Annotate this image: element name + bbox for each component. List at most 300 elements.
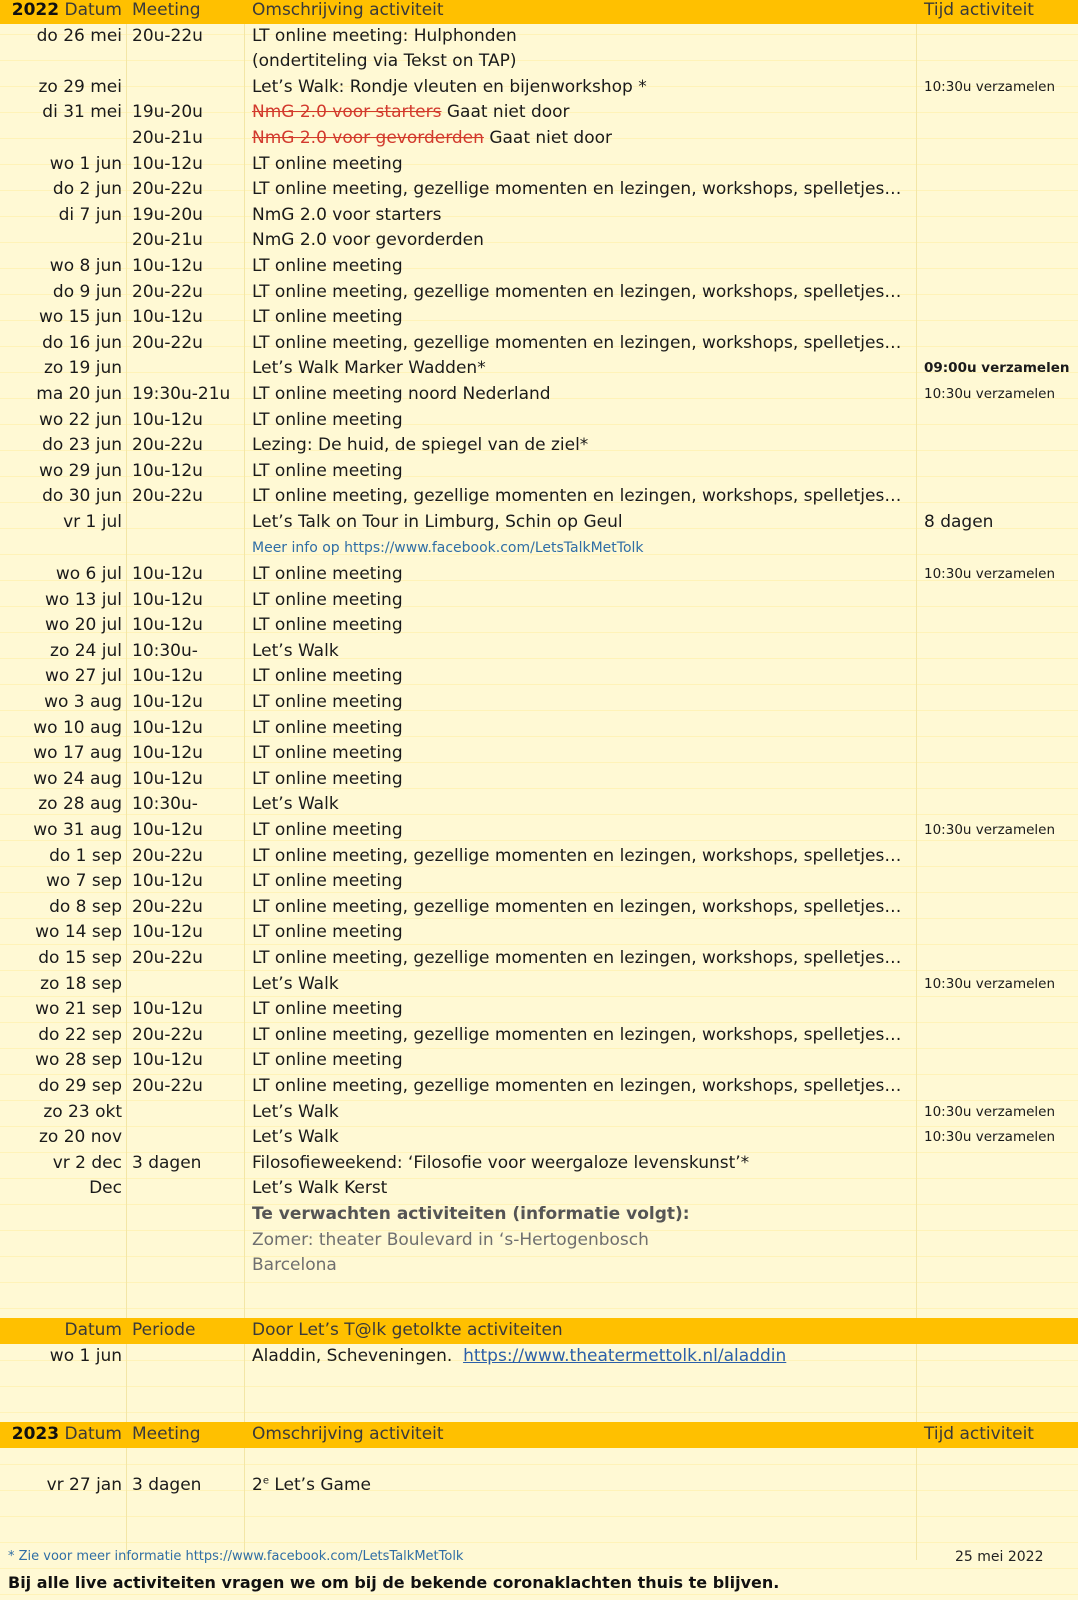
table-row [0,305,1078,331]
row-time: 10u-12u [132,820,203,840]
row-time: 20u-22u [132,845,203,866]
row-date: zo 24 jul [50,640,122,661]
table-row [0,1253,1078,1279]
row-description [244,1074,916,1100]
row-time: 20u-22u [132,25,203,46]
row-description-text: LT online meeting: Hulphonden [252,25,517,46]
row-description-text: Let’s Walk [252,640,339,661]
row-description-text: LT online meeting [252,999,403,1020]
row-time: 19u-20u [132,204,203,225]
row-description [244,1202,916,1228]
table-row [0,459,1078,485]
row-date: wo 3 aug [44,692,122,713]
row-time [126,1253,244,1279]
row-description [244,510,916,536]
table-row [0,1074,1078,1100]
row-description-text: LT online meeting [252,692,403,713]
header-meeting: Meeting [126,1422,244,1448]
row-description-text: LT online meeting [252,768,403,789]
row-date: wo 31 aug [33,820,122,840]
row-tijd [916,844,1078,870]
row-time: 20u-22u [132,486,203,507]
aladdin-link[interactable]: https://www.theatermettolk.nl/aladdin [463,1345,787,1366]
row-tijd [916,792,1078,818]
row-tijd [916,1176,1078,1202]
row-date: do 23 jun [42,435,122,456]
table-row [0,126,1078,152]
row-description [244,972,916,998]
row-time: 10u-12u [132,743,203,764]
row-time: 10u-12u [132,692,203,713]
row-description [244,484,916,510]
table-row [0,613,1078,639]
row-time [126,510,244,536]
row-description-text: Gaat niet door [441,102,570,123]
row-description [244,895,916,921]
row-tijd [916,152,1078,178]
row-tijd [916,1151,1078,1177]
row-date: do 16 jun [42,332,122,353]
row-time: 10u-12u [132,153,203,174]
row-tijd [916,946,1078,972]
row-description [244,920,916,946]
row-date: zo 23 okt [43,1101,122,1122]
row-date: wo 24 aug [33,768,122,789]
table-row [0,535,1078,562]
table-row [0,331,1078,357]
table-row [0,716,1078,742]
row-tijd: 10:30u verzamelen [924,975,1056,992]
table-row [0,972,1078,998]
row-date: wo 22 jun [38,409,122,430]
row-date: do 1 sep [49,845,122,866]
row-date [0,1202,126,1228]
row-tijd [916,49,1078,75]
row-time: 20u-22u [132,896,203,917]
row-date: vr 2 dec [52,1152,122,1173]
row-tijd [916,920,1078,946]
row-description-text: LT online meeting [252,615,403,636]
row-time [126,1176,244,1202]
table-row [0,562,1078,588]
corona-warning: Bij alle live activiteiten vragen we om bij de bekende coronaklachten thuis te blijven. [8,1573,780,1592]
row-description-text: Filosofieweekend: ‘Filosofie voor weergaloze levenskunst’* [252,1152,750,1173]
table-row [0,1176,1078,1202]
row-description-text: LT online meeting, gezellige momenten en lezingen, workshops, spelletjes… [252,281,902,302]
header-row-2023 [0,1422,1078,1448]
row-time: 10u-12u [132,717,203,738]
row-description-text: LT online meeting, gezellige momenten en lezingen, workshops, spelletjes… [252,332,902,353]
row-time: 10u-12u [132,307,203,328]
row-tijd [916,535,1078,562]
table-row [0,152,1078,178]
row-tijd [916,639,1078,665]
row-description [244,664,916,690]
row-tijd [916,305,1078,331]
row-time: 20u-21u [132,230,203,251]
row-description-text: Let’s Walk: Rondje vleuten en bijenworkshop * [252,76,647,97]
table-row [0,433,1078,459]
row-description-text: NmG 2.0 voor gevorderden [252,230,484,251]
row-date: do 2 jun [52,179,122,200]
table-row [0,997,1078,1023]
row-date: wo 15 jun [38,307,122,328]
row-tijd [916,24,1078,50]
row-description [244,459,916,485]
row-description [244,535,916,562]
table-row [0,1100,1078,1126]
row-time: 20u-22u [132,281,203,302]
row-tijd [916,767,1078,793]
row-date [0,126,126,152]
table-row [0,844,1078,870]
row-time [126,1125,244,1151]
row-description: 2e Let’s Game [252,1475,371,1496]
row-time: 20u-22u [132,435,203,456]
row-date: wo 28 sep [35,1050,122,1071]
row-tijd [916,741,1078,767]
row-description-text: LT online meeting [252,589,403,610]
row-date: wo 21 sep [35,999,122,1020]
row-description [244,690,916,716]
row-description [244,1125,916,1151]
row-date: wo 17 aug [33,743,122,764]
row-time [126,75,244,101]
table-row [0,792,1078,818]
row-time: 10u-12u [132,409,203,430]
row-description-text: LT online meeting [252,153,403,174]
row-tijd [916,126,1078,152]
row-description-text: LT online meeting [252,409,403,430]
row-tijd [916,433,1078,459]
row-description-text: Meer info op https://www.facebook.com/LetsTalkMetTolk [252,540,644,557]
row-description [244,254,916,280]
row-tijd [916,1074,1078,1100]
row-time: 10u-12u [132,999,203,1020]
row-description-text: (ondertiteling via Tekst on TAP) [252,51,517,72]
table-row [0,408,1078,434]
row-date: wo 14 sep [35,922,122,943]
row-description-text: NmG 2.0 voor starters [252,204,442,225]
row-description-text: Let’s Walk Kerst [252,1178,388,1199]
row-tijd [916,997,1078,1023]
row-tijd [916,716,1078,742]
interpreted-activities-table [0,1318,1078,1369]
table-row [0,920,1078,946]
row-description [244,997,916,1023]
row-date: zo 20 nov [39,1127,122,1148]
row-description-text: LT online meeting, gezellige momenten en lezingen, workshops, spelletjes… [252,896,902,917]
row-description [244,356,916,382]
table-row [0,1023,1078,1049]
table-row [0,100,1078,126]
table-row [0,1344,1078,1370]
row-description-text: LT online meeting [252,871,403,892]
row-description [244,331,916,357]
row-description-text: LT online meeting noord Nederland [252,383,551,404]
row-tijd [916,100,1078,126]
row-date: zo 28 aug [38,794,122,815]
row-description [244,203,916,229]
row-tijd [916,664,1078,690]
row-time [126,356,244,382]
row-description [244,716,916,742]
footnote-more-info: * Zie voor meer informatie https://www.facebook.com/LetsTalkMetTolk [8,1549,464,1564]
row-tijd [916,177,1078,203]
row-date: wo 29 jun [38,460,122,481]
row-description [244,152,916,178]
row-description: Aladdin, Scheveningen. https://www.theatermettolk.nl/aladdin [252,1345,787,1366]
table-row [0,203,1078,229]
row-date: wo 7 sep [45,871,122,892]
table-row [0,664,1078,690]
header-datum: 2022 Datum [0,0,126,24]
row-description-text: Let’s Walk [252,1101,339,1122]
row-time: 10u-12u [132,768,203,789]
row-tijd [916,459,1078,485]
table-row [0,818,1078,844]
row-description-text: LT online meeting [252,922,403,943]
table-row [0,254,1078,280]
row-time: 19u-20u [132,102,203,123]
row-description [244,1048,916,1074]
table-row [0,228,1078,254]
row-tijd [916,1048,1078,1074]
table-row [0,1473,1078,1499]
row-time: 10:30u- [132,794,198,815]
header-interpreted-title: Door Let’s T@lk getolkte activiteiten [244,1318,916,1344]
header-tijd: Tijd activiteit [916,0,1078,24]
row-description [244,1023,916,1049]
row-tijd: 8 dagen [924,511,994,532]
row-description-text: Barcelona [252,1255,337,1276]
row-description-text: Let’s Walk [252,794,339,815]
row-description-text: Te verwachten activiteiten (informatie volgt): [252,1203,690,1224]
row-tijd [916,895,1078,921]
row-description-text: LT online meeting [252,460,403,481]
row-time: 10u-12u [132,922,203,943]
row-tijd: 10:30u verzamelen [924,1129,1056,1146]
row-description-text: LT online meeting [252,743,403,764]
row-description [244,1253,916,1279]
row-description-text: LT online meeting [252,666,403,687]
row-description [244,433,916,459]
table-row [0,1151,1078,1177]
table-row [0,49,1078,75]
row-description [244,741,916,767]
row-time: 20u-21u [132,127,203,148]
row-date: vr 27 jan [46,1475,122,1496]
header-omschrijving: Omschrijving activiteit [244,0,916,24]
table-row [0,895,1078,921]
table-row [0,382,1078,408]
row-tijd [916,869,1078,895]
row-description-text: Let’s Talk on Tour in Limburg, Schin op Geul [252,511,623,532]
row-tijd: 10:30u verzamelen [924,78,1056,95]
row-description [244,305,916,331]
row-description-text: Gaat niet door [483,127,613,148]
row-description [244,280,916,306]
row-description [244,126,916,152]
row-tijd [916,1023,1078,1049]
row-description-text: LT online meeting, gezellige momenten en lezingen, workshops, spelletjes… [252,179,902,200]
row-time [126,972,244,998]
header-periode: Periode [126,1318,244,1344]
row-date: do 29 sep [38,1075,122,1096]
row-time: 10u-12u [132,255,203,276]
row-description [244,844,916,870]
row-date: wo 1 jun [49,1345,122,1366]
row-date: do 22 sep [38,1024,122,1045]
row-date [0,1228,126,1254]
row-description [244,100,916,126]
row-description-text: LT online meeting, gezellige momenten en lezingen, workshops, spelletjes… [252,486,902,507]
row-description [244,818,916,844]
table-row [0,484,1078,510]
row-description-text: LT online meeting [252,564,403,585]
row-time [126,1202,244,1228]
row-description-text: LT online meeting, gezellige momenten en lezingen, workshops, spelletjes… [252,947,902,968]
row-description [244,382,916,408]
row-time: 20u-22u [132,1024,203,1045]
row-time: 10u-12u [132,460,203,481]
row-tijd [916,254,1078,280]
row-description-text: LT online meeting [252,820,403,840]
row-description-text: LT online meeting, gezellige momenten en lezingen, workshops, spelletjes… [252,845,902,866]
row-time: 20u-22u [132,1075,203,1096]
row-time: 3 dagen [132,1152,202,1173]
row-tijd: 10:30u verzamelen [924,1103,1056,1120]
table-row [0,1228,1078,1254]
table-row [0,75,1078,101]
row-date [0,1253,126,1279]
row-description [244,1228,916,1254]
row-date: vr 1 jul [63,511,122,532]
schedule-2023-table [0,1422,1078,1499]
row-date [0,228,126,254]
row-date: do 26 mei [36,25,122,46]
row-date: do 15 sep [38,947,122,968]
row-date: do 8 sep [49,896,122,917]
row-time: 10:30u- [132,640,198,661]
row-time [126,1228,244,1254]
row-time: 10u-12u [132,615,203,636]
row-time: 19:30u-21u [132,383,231,404]
row-tijd [916,690,1078,716]
header-datum: 2023 Datum [0,1422,126,1448]
document-date: 25 mei 2022 [955,1549,1044,1565]
row-time: 10u-12u [132,589,203,610]
row-description [244,767,916,793]
header-datum: Datum [0,1318,126,1344]
row-date: do 9 jun [52,281,122,302]
row-date: wo 6 jul [55,564,122,585]
row-date [0,535,126,562]
row-tijd [916,1228,1078,1254]
row-tijd: 09:00u verzamelen [924,360,1070,377]
table-row [0,177,1078,203]
row-description [244,869,916,895]
row-tijd [916,203,1078,229]
row-date: zo 19 jun [43,358,122,379]
row-time [126,535,244,562]
row-description-text: LT online meeting [252,717,403,738]
header-row-interpreted [0,1318,1078,1344]
table-row [0,639,1078,665]
table-row [0,588,1078,614]
row-date: zo 29 mei [38,76,122,97]
row-time [126,1100,244,1126]
row-date: wo 20 jul [45,615,122,636]
row-tijd [916,588,1078,614]
row-time: 10u-12u [132,871,203,892]
row-description [244,177,916,203]
row-description-text: Let’s Walk [252,973,339,994]
row-description [244,639,916,665]
row-description-text: LT online meeting [252,1050,403,1071]
row-time: 3 dagen [132,1475,202,1496]
table-row [0,510,1078,536]
row-tijd [916,1202,1078,1228]
row-tijd [916,484,1078,510]
row-description [244,228,916,254]
row-description-text: LT online meeting, gezellige momenten en lezingen, workshops, spelletjes… [252,1024,902,1045]
row-description [244,1176,916,1202]
row-tijd: 10:30u verzamelen [924,566,1056,583]
row-description-text: LT online meeting, gezellige momenten en lezingen, workshops, spelletjes… [252,1075,902,1096]
row-date: Dec [89,1178,122,1199]
row-tijd [916,228,1078,254]
row-description [244,1151,916,1177]
table-row [0,1125,1078,1151]
row-tijd: 10:30u verzamelen [924,385,1056,402]
row-tijd [916,280,1078,306]
cancelled-activity: NmG 2.0 voor starters [252,102,442,123]
cancelled-activity: NmG 2.0 voor gevorderden [252,127,484,148]
row-description [244,1100,916,1126]
header-meeting: Meeting [126,0,244,24]
table-row [0,24,1078,50]
table-row [0,741,1078,767]
table-row [0,356,1078,382]
table-row [0,869,1078,895]
row-tijd [916,613,1078,639]
row-date: wo 1 jun [49,153,122,174]
row-description [244,75,916,101]
row-date: wo 8 jun [49,255,122,276]
row-time: 20u-22u [132,332,203,353]
row-description-text: LT online meeting [252,255,403,276]
row-description [244,792,916,818]
header-row-2022 [0,0,1078,24]
row-date: ma 20 jun [36,383,122,404]
row-time: 10u-12u [132,564,203,585]
row-time [126,49,244,75]
row-description [244,946,916,972]
row-date: di 31 mei [42,102,122,123]
row-description [244,613,916,639]
row-description [244,49,916,75]
row-tijd [916,1253,1078,1279]
row-description-text: Let’s Walk Marker Wadden* [252,358,486,379]
table-row [0,690,1078,716]
row-date [0,49,126,75]
row-time: 10u-12u [132,1050,203,1071]
row-description [244,24,916,50]
row-date: di 7 jun [58,204,122,225]
table-row [0,767,1078,793]
table-row [0,1048,1078,1074]
